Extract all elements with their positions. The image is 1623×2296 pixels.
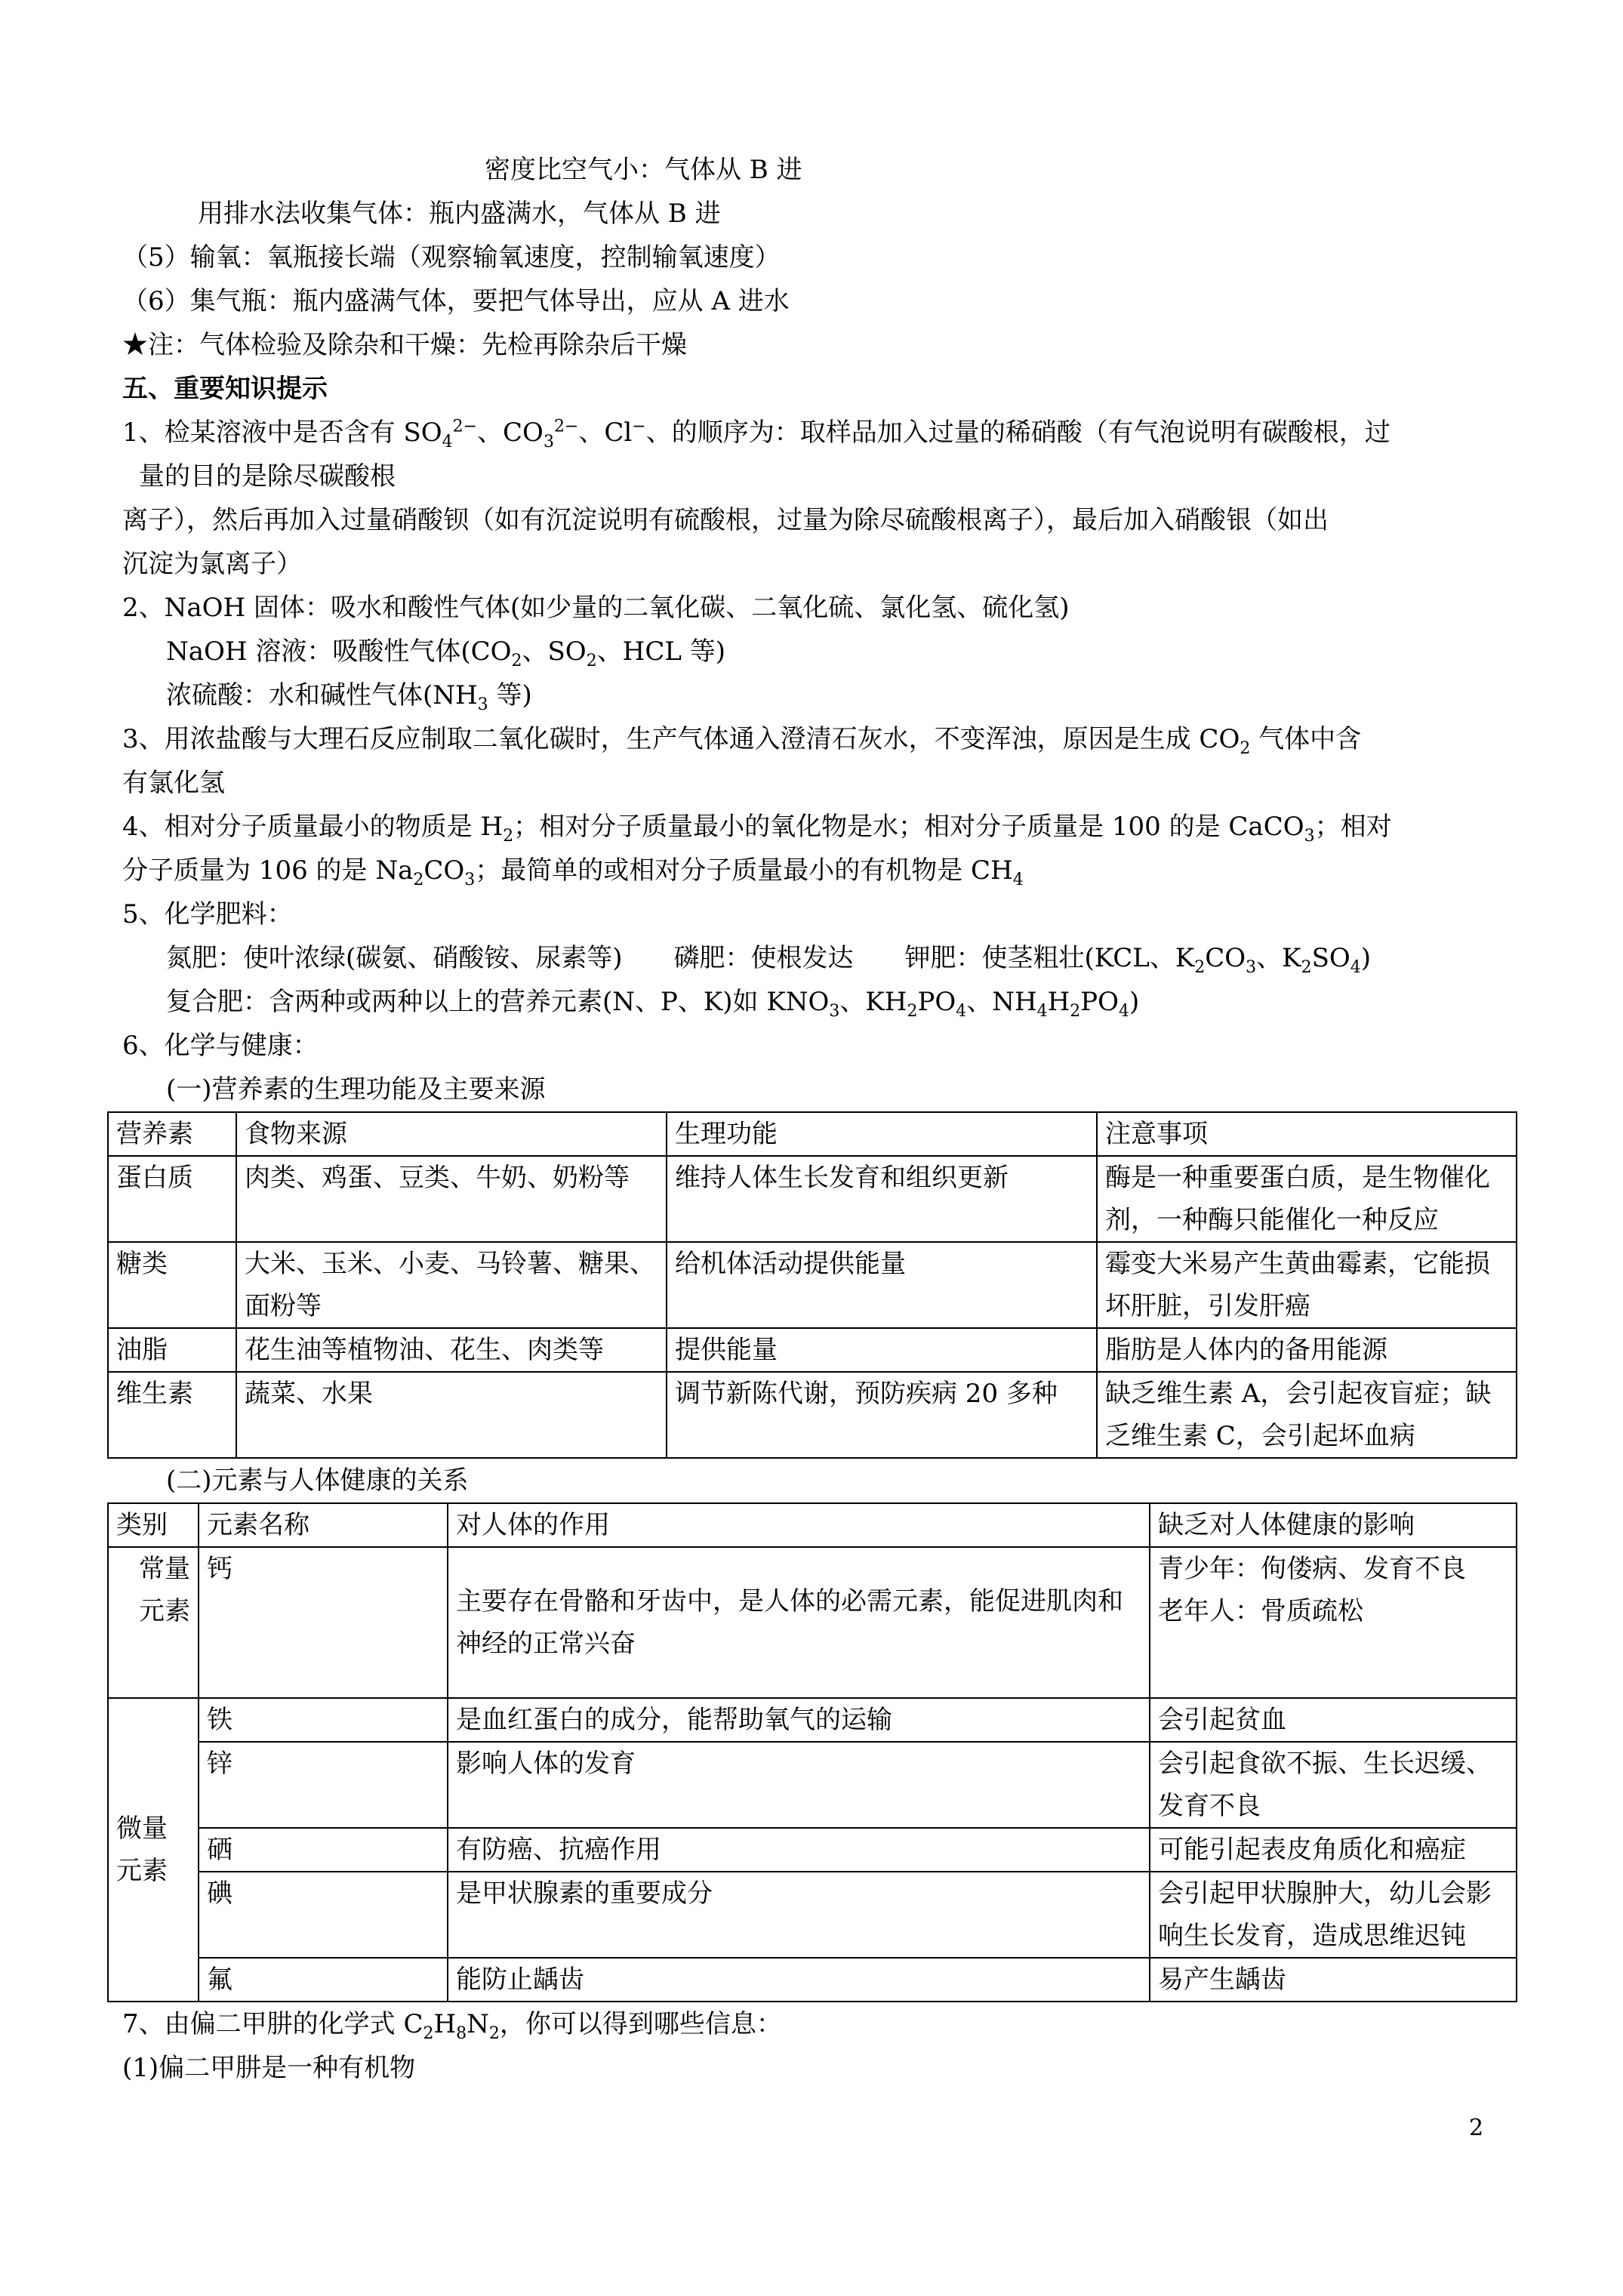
text-line: （6）集气瓶：瓶内盛满气体，要把气体导出，应从 A 进水	[122, 286, 790, 316]
section-heading: 五、重要知识提示	[122, 374, 328, 404]
category-cell: 常量元素	[108, 1547, 199, 1698]
text-line: 离子），然后再加入过量硝酸钡（如有沉淀说明有硫酸根，过量为除尽硫酸根离子），最后加入硝酸银（如出	[122, 505, 1329, 535]
table-cell: 花生油等植物油、花生、肉类等	[236, 1328, 667, 1372]
table-cell: 氟	[199, 1958, 448, 2002]
elements-table	[107, 1502, 1517, 2002]
table-cell: 缺乏维生素 A，会引起夜盲症；缺乏维生素 C，会引起坏血病	[1097, 1372, 1517, 1458]
table-cell: 碘	[199, 1872, 448, 1958]
table-cell: 糖类	[108, 1242, 236, 1328]
table-row	[108, 1698, 1517, 1742]
text-line: 密度比空气小：气体从 B 进	[485, 155, 802, 185]
table-cell: 影响人体的发育	[448, 1742, 1150, 1828]
table-header-row	[108, 1503, 1517, 1547]
table-cell: 霉变大米易产生黄曲霉素，它能损坏肝脏，引发肝癌	[1097, 1242, 1517, 1328]
table-header-row	[108, 1112, 1517, 1156]
table-cell: 蛋白质	[108, 1156, 236, 1242]
table-cell: 硒	[199, 1828, 448, 1872]
text-line: 分子质量为 106 的是 $Na_2CO_3$；最简单的或相对分子质量最小的有机物是 $CH_4$	[122, 855, 1024, 889]
page-number: 2	[1469, 2115, 1484, 2141]
table-cell: 是甲状腺素的重要成分	[448, 1872, 1150, 1958]
table-cell: 给机体活动提供能量	[667, 1242, 1097, 1328]
table-cell: 蔬菜、水果	[236, 1372, 667, 1458]
table-cell: 主要存在骨骼和牙齿中，是人体的必需元素，能促进肌肉和神经的正常兴奋	[448, 1547, 1150, 1698]
table-cell: 酶是一种重要蛋白质，是生物催化剂，一种酶只能催化一种反应	[1097, 1156, 1517, 1242]
text-line: (1)偏二甲肼是一种有机物	[122, 2053, 416, 2083]
table-cell: 大米、玉米、小麦、马铃薯、糖果、面粉等	[236, 1242, 667, 1328]
text-line: 浓硫酸：水和碱性气体($NH_3$ 等)	[166, 680, 532, 714]
table-cell: 是血红蛋白的成分，能帮助氧气的运输	[448, 1698, 1150, 1742]
table-cell: 维生素	[108, 1372, 236, 1458]
text-line: 沉淀为氯离子）	[122, 549, 302, 579]
nutrients-table	[107, 1111, 1517, 1459]
table-row	[108, 1828, 1517, 1872]
table-cell: 油脂	[108, 1328, 236, 1372]
table-cell: 铁	[199, 1698, 448, 1742]
table-cell: 会引起贫血	[1150, 1698, 1517, 1742]
table-cell: 提供能量	[667, 1328, 1097, 1372]
table-header-cell: 元素名称	[199, 1503, 448, 1547]
category-cell: 微量元素	[108, 1698, 199, 2002]
text-line: 量的目的是除尽碳酸根	[139, 461, 396, 492]
table-cell: 会引起甲状腺肿大，幼儿会影响生长发育，造成思维迟钝	[1150, 1872, 1517, 1958]
document-page	[116, 148, 1501, 2090]
table-cell: 调节新陈代谢，预防疾病 20 多种	[667, 1372, 1097, 1458]
text-line: 4、相对分子质量最小的物质是 $H_2$；相对分子质量最小的氧化物是水；相对分子质量是 100 的是 CaCO$_3$；相对	[122, 812, 1392, 846]
table-row	[108, 1328, 1517, 1372]
table-header-cell: 类别	[108, 1503, 199, 1547]
table-cell: 维持人体生长发育和组织更新	[667, 1156, 1097, 1242]
table-cell: 易产生龋齿	[1150, 1958, 1517, 2002]
text-line: （5）输氧：氧瓶接长端（观察输氧速度，控制输氧速度）	[122, 242, 781, 273]
text-line: 6、化学与健康：	[122, 1031, 319, 1061]
text-line: 3、用浓盐酸与大理石反应制取二氧化碳时，生产气体通入澄清石灰水，不变浑浊，原因是生成 $CO_2$ 气体中含	[122, 724, 1362, 758]
text-line: NaOH 溶液：吸酸性气体($CO_2$、$SO_2$、HCL 等)	[166, 636, 726, 670]
table-header-cell: 注意事项	[1097, 1112, 1517, 1156]
table-cell: 有防癌、抗癌作用	[448, 1828, 1150, 1872]
text-line: ★注：气体检验及除杂和干燥：先检再除杂后干燥	[122, 330, 687, 360]
table-header-cell: 营养素	[108, 1112, 236, 1156]
text-line: 7、由偏二甲肼的化学式 $C_2H_8N_2$，你可以得到哪些信息：	[122, 2009, 782, 2043]
table-cell: 会引起食欲不振、生长迟缓、发育不良	[1150, 1742, 1517, 1828]
table-cell: 锌	[199, 1742, 448, 1828]
text-line: 5、化学肥料：	[122, 899, 293, 929]
table-cell: 青少年：佝偻病、发育不良 老年人：骨质疏松	[1150, 1547, 1517, 1698]
table-header-cell: 缺乏对人体健康的影响	[1150, 1503, 1517, 1547]
table-cell: 可能引起表皮角质化和癌症	[1150, 1828, 1517, 1872]
table-header-cell: 生理功能	[667, 1112, 1097, 1156]
table-row	[108, 1958, 1517, 2002]
table-cell: 钙	[199, 1547, 448, 1698]
text-line: (一)营养素的生理功能及主要来源	[166, 1074, 546, 1105]
table-cell: 肉类、鸡蛋、豆类、牛奶、奶粉等	[236, 1156, 667, 1242]
text-line: 2、NaOH 固体：吸水和酸性气体(如少量的二氧化碳、二氧化硫、氯化氢、硫化氢)	[122, 593, 1070, 623]
text-line: 有氯化氢	[122, 768, 225, 798]
table-row	[108, 1372, 1517, 1458]
table-cell: 能防止龋齿	[448, 1958, 1150, 2002]
table-header-cell: 食物来源	[236, 1112, 667, 1156]
text-line: (二)元素与人体健康的关系	[166, 1465, 469, 1496]
table-row	[108, 1742, 1517, 1828]
table-cell: 脂肪是人体内的备用能源	[1097, 1328, 1517, 1372]
text-line: 1、检某溶液中是否含有 $SO_4^{2-}$、$CO_3^{2-}$、Cl−、的顺序为：取样品加入过量的稀硝酸（有气泡说明有碳酸根，过	[122, 417, 1390, 451]
table-row	[108, 1872, 1517, 1958]
text-line: 复合肥：含两种或两种以上的营养元素(N、P、K)如 $KNO_3$、$KH_2PO_4$、$NH_4H_2PO_4$)	[166, 987, 1140, 1021]
text-line: 用排水法收集气体：瓶内盛满水，气体从 B 进	[198, 199, 721, 229]
table-row	[108, 1156, 1517, 1242]
table-row	[108, 1242, 1517, 1328]
text-line: 氮肥：使叶浓绿(碳氨、硝酸铵、尿素等) 磷肥：使根发达 钾肥：使茎粗壮(KCL、$K_2CO_3$、$K_2SO_4$)	[166, 943, 1372, 977]
table-row	[108, 1547, 1517, 1698]
table-header-cell: 对人体的作用	[448, 1503, 1150, 1547]
